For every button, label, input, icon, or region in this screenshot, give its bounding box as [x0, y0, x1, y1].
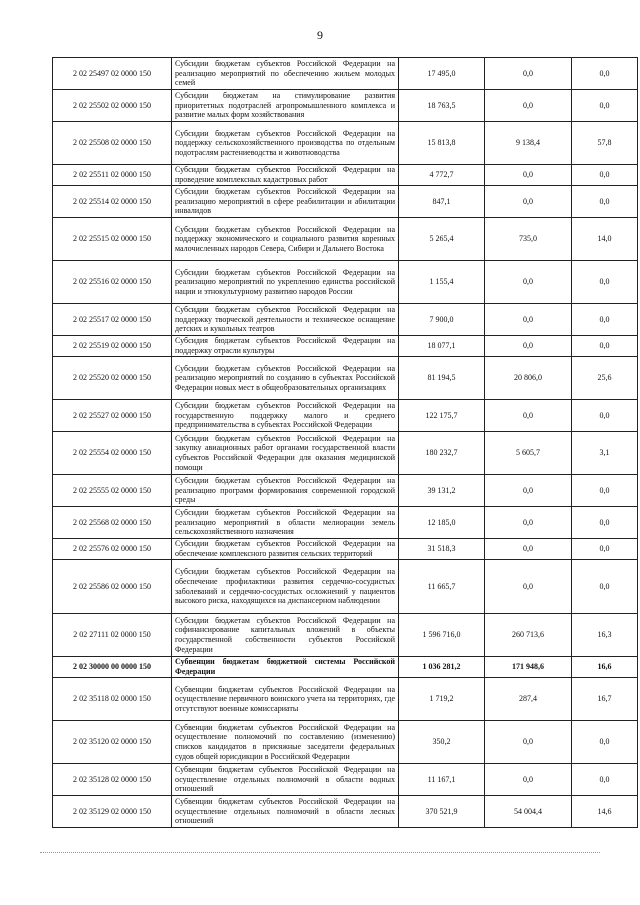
table-row — [53, 657, 638, 678]
description-cell: Субсидии бюджетам субъектов Российской Федерации на проведение комплексных кадастровых работ — [172, 165, 399, 186]
budget-code-cell: 2 02 25514 02 0000 150 — [53, 186, 172, 218]
percent-cell: 0,0 — [572, 90, 638, 122]
description-cell: Субвенции бюджетам субъектов Российской Федерации на осуществление отдельных полномочий в области водных отношений — [172, 764, 399, 796]
executed-amount-cell: 287,4 — [485, 678, 572, 721]
budget-code-cell: 2 02 35120 02 0000 150 — [53, 721, 172, 764]
table-row — [53, 678, 638, 721]
percent-cell: 0,0 — [572, 560, 638, 614]
table-row — [53, 614, 638, 657]
percent-cell: 0,0 — [572, 475, 638, 507]
description-cell: Субсидии бюджетам субъектов Российской Федерации на закупку авиационных работ органами государственной власти субъектов Российской Федерации для оказания медицинской помощи — [172, 432, 399, 475]
executed-amount-cell: 0,0 — [485, 507, 572, 539]
description-cell: Субсидии бюджетам субъектов Российской Федерации на реализацию программ формирования современной городской среды — [172, 475, 399, 507]
plan-amount-cell: 39 131,2 — [399, 475, 485, 507]
description-cell: Субсидии бюджетам субъектов Российской Федерации на поддержку творческой деятельности и техническое оснащение детских и кукольных театров — [172, 304, 399, 336]
table-row — [53, 475, 638, 507]
executed-amount-cell: 54 004,4 — [485, 796, 572, 828]
budget-code-cell: 2 02 25555 02 0000 150 — [53, 475, 172, 507]
executed-amount-cell: 5 605,7 — [485, 432, 572, 475]
executed-amount-cell: 0,0 — [485, 58, 572, 90]
budget-code-cell: 2 02 25516 02 0000 150 — [53, 261, 172, 304]
plan-amount-cell: 31 518,3 — [399, 539, 485, 560]
plan-amount-cell: 12 185,0 — [399, 507, 485, 539]
budget-code-cell: 2 02 25502 02 0000 150 — [53, 90, 172, 122]
executed-amount-cell: 0,0 — [485, 165, 572, 186]
description-cell: Субсидии бюджетам субъектов Российской Федерации на поддержку сельскохозяйственного производства по отдельным подотраслям растениеводства и животноводства — [172, 122, 399, 165]
percent-cell: 14,0 — [572, 218, 638, 261]
percent-cell: 0,0 — [572, 764, 638, 796]
percent-cell: 0,0 — [572, 304, 638, 336]
budget-code-cell: 2 02 25586 02 0000 150 — [53, 560, 172, 614]
budget-code-cell: 2 02 25527 02 0000 150 — [53, 400, 172, 432]
executed-amount-cell: 735,0 — [485, 218, 572, 261]
percent-cell: 0,0 — [572, 507, 638, 539]
plan-amount-cell: 1 155,4 — [399, 261, 485, 304]
budget-code-cell: 2 02 25515 02 0000 150 — [53, 218, 172, 261]
description-cell: Субсидии бюджетам субъектов Российской Федерации на реализацию мероприятий по созданию в субъектах Российской Федерации новых мест в общеобразовательных организациях — [172, 357, 399, 400]
plan-amount-cell: 17 495,0 — [399, 58, 485, 90]
percent-cell: 0,0 — [572, 400, 638, 432]
plan-amount-cell: 847,1 — [399, 186, 485, 218]
table-row — [53, 58, 638, 90]
table-row — [53, 122, 638, 165]
percent-cell: 0,0 — [572, 336, 638, 357]
executed-amount-cell: 0,0 — [485, 400, 572, 432]
description-cell: Субвенции бюджетам субъектов Российской Федерации на осуществление первичного воинского учета на территориях, где отсутствуют военные комиссариаты — [172, 678, 399, 721]
table-row — [53, 186, 638, 218]
percent-cell: 14,6 — [572, 796, 638, 828]
executed-amount-cell: 0,0 — [485, 90, 572, 122]
executed-amount-cell: 0,0 — [485, 721, 572, 764]
plan-amount-cell: 7 900,0 — [399, 304, 485, 336]
table-row — [53, 218, 638, 261]
budget-code-cell: 2 02 25511 02 0000 150 — [53, 165, 172, 186]
table-row — [53, 165, 638, 186]
table-row — [53, 261, 638, 304]
table-row — [53, 560, 638, 614]
budget-code-cell: 2 02 30000 00 0000 150 — [53, 657, 172, 678]
table-row — [53, 796, 638, 828]
executed-amount-cell: 9 138,4 — [485, 122, 572, 165]
footer-divider — [40, 852, 600, 853]
description-cell: Субсидии бюджетам субъектов Российской Федерации на реализацию мероприятий в области мелиорации земель сельскохозяйственного назначения — [172, 507, 399, 539]
table-row — [53, 432, 638, 475]
executed-amount-cell: 0,0 — [485, 261, 572, 304]
plan-amount-cell: 81 194,5 — [399, 357, 485, 400]
table-row — [53, 507, 638, 539]
plan-amount-cell: 18 763,5 — [399, 90, 485, 122]
budget-table — [52, 57, 638, 828]
executed-amount-cell: 0,0 — [485, 764, 572, 796]
table-row — [53, 304, 638, 336]
percent-cell: 0,0 — [572, 721, 638, 764]
plan-amount-cell: 4 772,7 — [399, 165, 485, 186]
plan-amount-cell: 11 665,7 — [399, 560, 485, 614]
executed-amount-cell: 0,0 — [485, 186, 572, 218]
budget-code-cell: 2 02 25554 02 0000 150 — [53, 432, 172, 475]
percent-cell: 16,3 — [572, 614, 638, 657]
percent-cell: 16,6 — [572, 657, 638, 678]
description-cell: Субсидии бюджетам субъектов Российской Федерации на реализацию мероприятий по обеспечению жильем молодых семей — [172, 58, 399, 90]
plan-amount-cell: 15 813,8 — [399, 122, 485, 165]
budget-code-cell: 2 02 25520 02 0000 150 — [53, 357, 172, 400]
table-row — [53, 90, 638, 122]
executed-amount-cell: 20 806,0 — [485, 357, 572, 400]
budget-code-cell: 2 02 27111 02 0000 150 — [53, 614, 172, 657]
plan-amount-cell: 1 719,2 — [399, 678, 485, 721]
percent-cell: 0,0 — [572, 539, 638, 560]
percent-cell: 3,1 — [572, 432, 638, 475]
budget-code-cell: 2 02 35128 02 0000 150 — [53, 764, 172, 796]
executed-amount-cell: 171 948,6 — [485, 657, 572, 678]
budget-code-cell: 2 02 25568 02 0000 150 — [53, 507, 172, 539]
description-cell: Субвенции бюджетам субъектов Российской Федерации на осуществление полномочий по составлению (изменению) списков кандидатов в присяжные заседатели федеральных судов общей юрисдикции в Российской Федерации — [172, 721, 399, 764]
executed-amount-cell: 0,0 — [485, 304, 572, 336]
executed-amount-cell: 0,0 — [485, 539, 572, 560]
budget-code-cell: 2 02 25517 02 0000 150 — [53, 304, 172, 336]
page-number: 9 — [317, 28, 323, 42]
description-cell: Субсидии бюджетам субъектов Российской Федерации на обеспечение комплексного развития сельских территорий — [172, 539, 399, 560]
description-cell: Субсидии бюджетам субъектов Российской Федерации на реализацию мероприятий по укреплению единства российской нации и этнокультурному развитию народов России — [172, 261, 399, 304]
percent-cell: 0,0 — [572, 58, 638, 90]
description-cell: Субсидии бюджетам субъектов Российской Федерации на государственную поддержку малого и среднего предпринимательства в субъектах Российской Федерации — [172, 400, 399, 432]
table-row — [53, 336, 638, 357]
table-row — [53, 721, 638, 764]
budget-code-cell: 2 02 25519 02 0000 150 — [53, 336, 172, 357]
table-row — [53, 539, 638, 560]
plan-amount-cell: 18 077,1 — [399, 336, 485, 357]
plan-amount-cell: 370 521,9 — [399, 796, 485, 828]
table-row — [53, 357, 638, 400]
plan-amount-cell: 180 232,7 — [399, 432, 485, 475]
description-cell: Субсидии бюджетам субъектов Российской Федерации на софинансирование капитальных вложений в объекты государственной собственности субъектов Российской Федерации — [172, 614, 399, 657]
percent-cell: 0,0 — [572, 186, 638, 218]
percent-cell: 0,0 — [572, 261, 638, 304]
description-cell: Субсидии бюджетам субъектов Российской Федерации на обеспечение профилактики развития сердечно-сосудистых заболеваний и сердечно-сосудистых осложнений у пациентов высокого риска, находящихся на диспансерном наблюдении — [172, 560, 399, 614]
percent-cell: 57,8 — [572, 122, 638, 165]
percent-cell: 16,7 — [572, 678, 638, 721]
percent-cell: 0,0 — [572, 165, 638, 186]
budget-code-cell: 2 02 25576 02 0000 150 — [53, 539, 172, 560]
percent-cell: 25,6 — [572, 357, 638, 400]
budget-code-cell: 2 02 35129 02 0000 150 — [53, 796, 172, 828]
executed-amount-cell: 0,0 — [485, 336, 572, 357]
executed-amount-cell: 0,0 — [485, 475, 572, 507]
description-cell: Субсидии бюджетам на стимулирование развития приоритетных подотраслей агропромышленного комплекса и развитие малых форм хозяйствования — [172, 90, 399, 122]
description-cell: Субсидии бюджетам субъектов Российской Федерации на поддержку экономического и социального развития коренных малочисленных народов Севера, Сибири и Дальнего Востока — [172, 218, 399, 261]
plan-amount-cell: 11 167,1 — [399, 764, 485, 796]
description-cell: Субвенции бюджетам бюджетной системы Российской Федерации — [172, 657, 399, 678]
plan-amount-cell: 122 175,7 — [399, 400, 485, 432]
plan-amount-cell: 350,2 — [399, 721, 485, 764]
description-cell: Субвенции бюджетам субъектов Российской Федерации на осуществление отдельных полномочий в области лесных отношений — [172, 796, 399, 828]
table-row — [53, 400, 638, 432]
executed-amount-cell: 260 713,6 — [485, 614, 572, 657]
plan-amount-cell: 5 265,4 — [399, 218, 485, 261]
plan-amount-cell: 1 036 281,2 — [399, 657, 485, 678]
description-cell: Субсидии бюджетам субъектов Российской Федерации на реализацию мероприятий в сфере реабилитации и абилитации инвалидов — [172, 186, 399, 218]
executed-amount-cell: 0,0 — [485, 560, 572, 614]
table-body — [53, 58, 638, 828]
table-row — [53, 764, 638, 796]
budget-code-cell: 2 02 25497 02 0000 150 — [53, 58, 172, 90]
plan-amount-cell: 1 596 716,0 — [399, 614, 485, 657]
budget-code-cell: 2 02 35118 02 0000 150 — [53, 678, 172, 721]
budget-code-cell: 2 02 25508 02 0000 150 — [53, 122, 172, 165]
description-cell: Субсидия бюджетам субъектов Российской Федерации на поддержку отрасли культуры — [172, 336, 399, 357]
